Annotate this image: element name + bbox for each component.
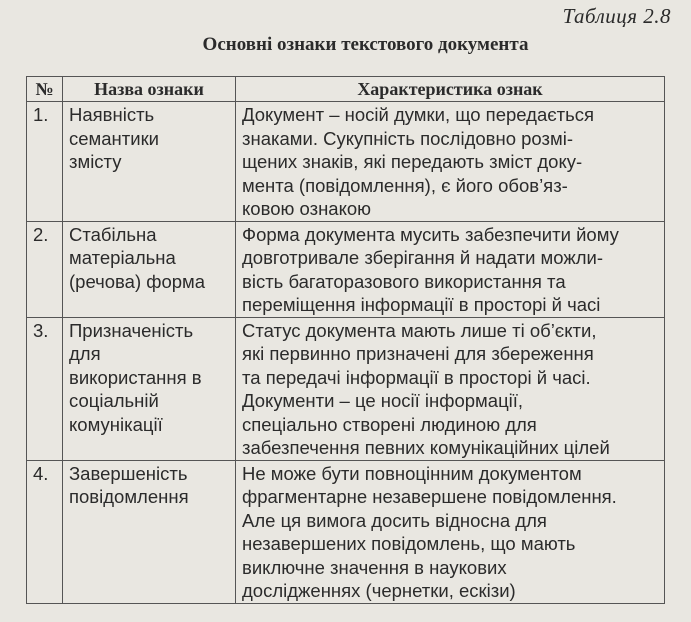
table-row <box>27 460 665 603</box>
row-number: 4. <box>27 460 63 603</box>
feature-name: Завершеність повідомлення <box>63 460 236 603</box>
row-number: 2. <box>27 221 63 317</box>
feature-description: Статус документа мають лише ті об’єкти, які первинно призначені для збереження та передачі інформації в просторі й часі. Документи – це носії інформації, спеціально створені людиною для забезпечення певних комунікаційних цілей <box>236 317 665 460</box>
table-row <box>27 221 665 317</box>
feature-name: Стабільна матеріальна (речова) форма <box>63 221 236 317</box>
feature-description: Форма документа мусить забезпечити йому довготривале зберігання й надати можли- вість багаторазового використання та переміщення інформації в просторі й часі <box>236 221 665 317</box>
feature-name: Наявність семантики змісту <box>63 102 236 222</box>
table-header-row <box>27 77 665 102</box>
features-table <box>26 76 665 604</box>
row-number: 1. <box>27 102 63 222</box>
feature-name: Призначеність для використання в соціальній комунікації <box>63 317 236 460</box>
header-feature-description: Характеристика ознак <box>236 77 665 102</box>
header-feature-name: Назва ознаки <box>63 77 236 102</box>
feature-description: Документ – носій думки, що передається знаками. Сукупність послідовно розмі- щених знаків, які передають зміст доку- мента (повідомлення), є його обов’яз- ковою ознакою <box>236 102 665 222</box>
row-number: 3. <box>27 317 63 460</box>
table-number-label: Таблиця 2.8 <box>562 4 671 28</box>
table-title: Основні ознаки текстового документа <box>202 34 529 55</box>
header-number: № <box>27 77 63 102</box>
table-row <box>27 102 665 222</box>
table-row <box>27 317 665 460</box>
feature-description: Не може бути повноцінним документом фрагментарне незавершене повідомлення. Але ця вимога досить відносна для незавершених повідомлень, що мають виключне значення в наукових дослідженнях (чернетки, ескізи) <box>236 460 665 603</box>
